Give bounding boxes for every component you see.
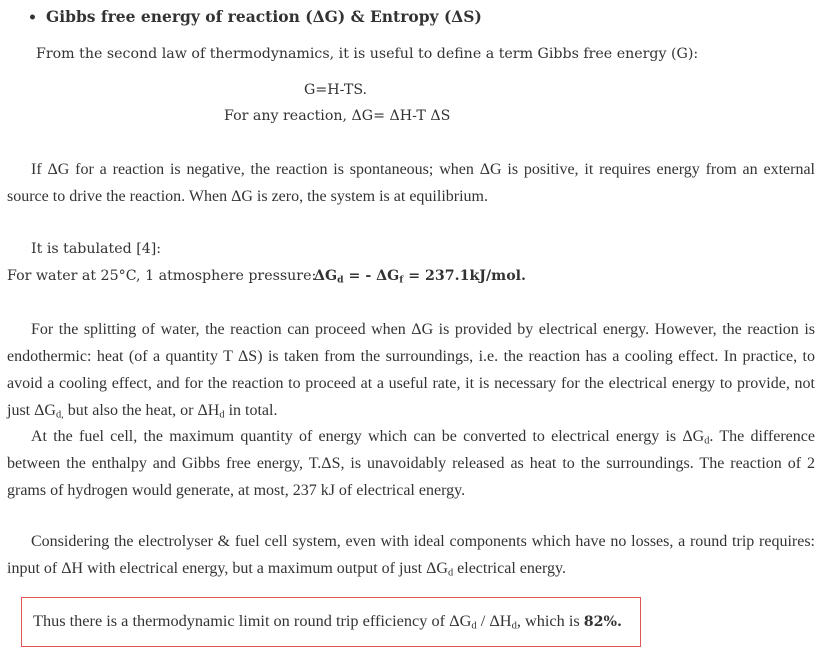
spontaneity-text: If ΔG for a reaction is negative, the reaction is spontaneous; when ΔG is positive, it requires energy from an external source to drive the reaction. When ΔG is zero, the system is at equilibrium. [7, 161, 815, 205]
fuel-cell-sub-1: d [704, 435, 710, 447]
gibbs-definition-equation: G=H-TS. [304, 82, 368, 98]
conclusion-sub-1: d [471, 620, 477, 632]
fuel-cell-text-1: At the fuel cell, the maximum quantity of energy which can be converted to electrical energy is ΔG [31, 428, 705, 445]
tabulated-intro: It is tabulated [4]: [31, 241, 162, 257]
fuel-cell-text-2: . The difference between the enthalpy and Gibbs free energy, T.ΔS, is unavoidably released as heat to the surroundings. The reaction of 2 grams of hydrogen would generate, at most, 237 kJ of electrical energy. [7, 428, 815, 499]
spontaneity-paragraph [7, 156, 815, 210]
splitting-text-3: in total. [224, 402, 278, 419]
conclusion-text-1: Thus there is a thermodynamic limit on round trip efficiency of ΔG [33, 611, 472, 630]
splitting-text-2: but also the heat, or ΔH [63, 402, 220, 419]
conclusion-text-3: , which is [516, 611, 584, 630]
value-suffix: = 237.1kJ/mol. [403, 268, 526, 284]
intro-paragraph: From the second law of thermodynamics, it is useful to define a term Gibbs free energy (G): [36, 46, 699, 62]
section-heading [28, 7, 482, 26]
splitting-sub-2: d [219, 409, 225, 421]
fuel-cell-paragraph [7, 423, 815, 504]
bullet-icon: • [28, 10, 37, 26]
splitting-text-1: For the splitting of water, the reaction can proceed when ΔG is provided by electrical energy. However, the reaction is endothermic: heat (of a quantity T ΔS) is taken from the surroundings, i.e. the reaction has a cooling effect. In practice, to avoid a cooling effect, and for the reaction to proceed at a useful rate, it is necessary for the electrical energy to provide, not just ΔG [7, 321, 815, 419]
conclusion-callout-box [21, 597, 641, 647]
heading-text: Gibbs free energy of reaction (ΔG) & Entropy (ΔS) [46, 7, 482, 26]
value-mid: = - ΔG [343, 268, 400, 284]
round-trip-text-2: electrical energy. [453, 560, 566, 577]
splitting-paragraph [7, 316, 815, 424]
value-sub-f: f [399, 274, 404, 286]
tabulated-condition: For water at 25°C, 1 atmosphere pressure: [7, 268, 317, 284]
value-sub-d: d [337, 274, 344, 286]
conclusion-sub-2: d [511, 620, 517, 632]
reaction-equation: For any reaction, ΔG= ΔH-T ΔS [224, 108, 451, 124]
round-trip-text-1: Considering the electrolyser & fuel cell system, even with ideal components which have no losses, a round trip requires: input of ΔH with electrical energy, but a maximum output of just ΔG [7, 533, 815, 577]
value-prefix: ΔG [314, 268, 338, 284]
round-trip-paragraph [7, 528, 815, 582]
round-trip-sub-1: d [447, 567, 454, 579]
efficiency-value: 82%. [583, 614, 622, 630]
tabulated-value [314, 268, 526, 284]
splitting-sub-1: d, [55, 409, 64, 421]
conclusion-text [33, 611, 622, 631]
conclusion-text-2: / ΔH [476, 611, 512, 630]
